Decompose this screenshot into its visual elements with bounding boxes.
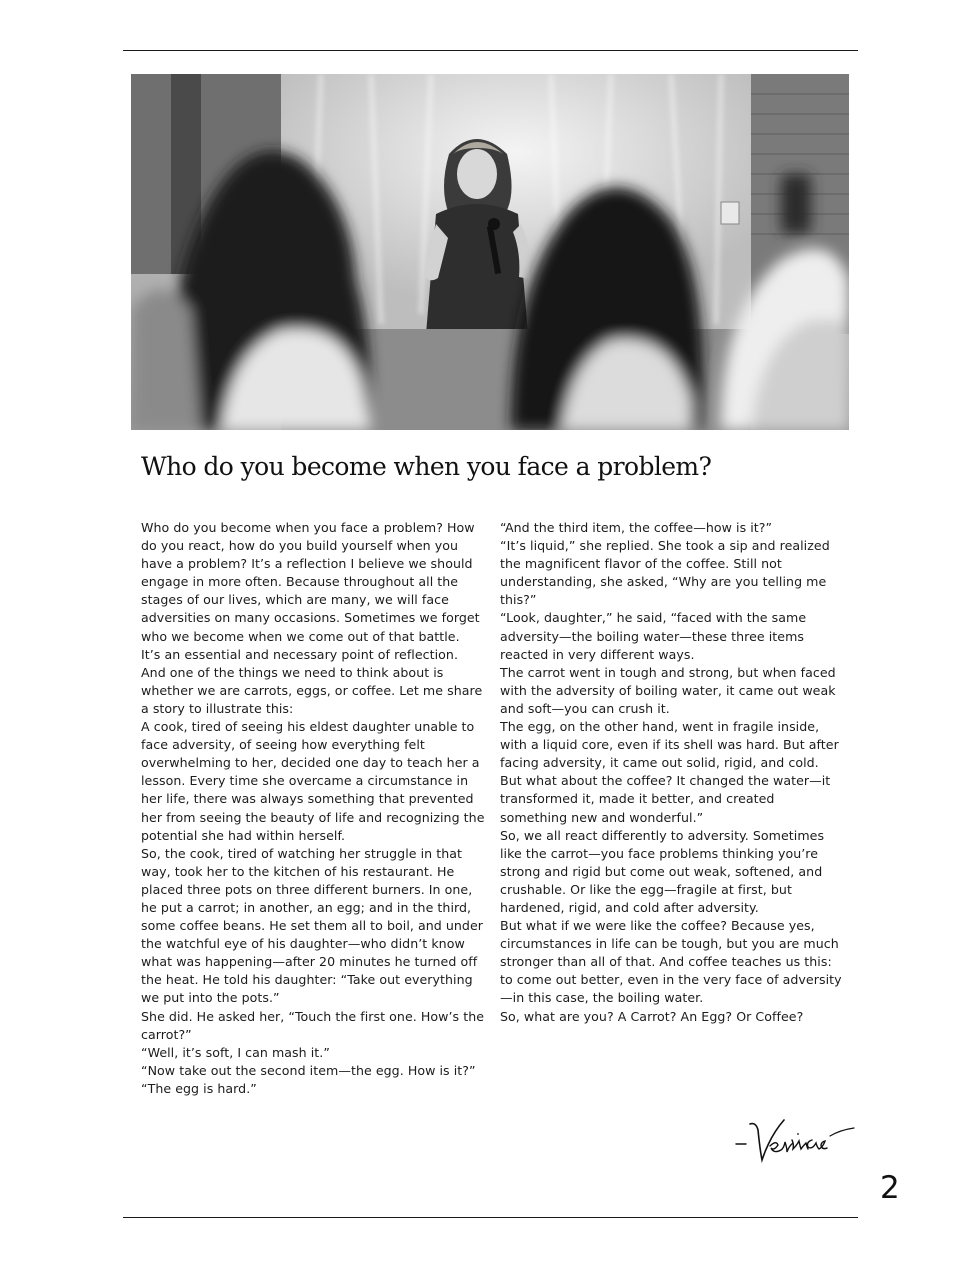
right-paragraph: But what about the coffee? It changed the water—it transformed it, made it better, and created something new and wonderful.” — [500, 773, 831, 825]
left-paragraph: It’s an essential and necessary point of reflection. And one of the things we need to think about is whether we are carrots, eggs, or coffee. Let me share a story to illustrate this: — [141, 646, 483, 716]
right-paragraph: “It’s liquid,” she replied. She took a sip and realized the magnificent flavor of the coffee. Still not understanding, she asked, “Why are you telling me this?” — [500, 538, 830, 608]
right-paragraph: “And the third item, the coffee—how is it?” — [500, 520, 773, 535]
photo-illustration — [131, 74, 849, 430]
right-paragraph: But what if we were like the coffee? Because yes, circumstances in life can be tough, but you are much stronger than all of that. And coffee teaches us this: to come out better, even in the very face of adversity—in this case, the boiling water. — [500, 918, 842, 1006]
top-rule — [123, 50, 858, 51]
bottom-rule — [123, 1217, 858, 1218]
right-paragraph: So, we all react differently to adversity. Sometimes like the carrot—you face problems thinking you’re strong and rigid but come out weak, softened, and crushable. Or like the egg—fragile at first, but hardened, rigid, and cold after adversity. — [500, 827, 825, 915]
article-headline: Who do you become when you face a problem? — [141, 452, 712, 481]
article-column-right — [500, 519, 845, 1026]
signature-mark — [732, 1112, 862, 1172]
right-paragraph: The egg, on the other hand, went in fragile inside, with a liquid core, even if its shell was hard. But after facing adversity, it came out solid, rigid, and cold. — [500, 719, 839, 771]
left-paragraph: “Well, it’s soft, I can mash it.” — [141, 1044, 330, 1060]
article-column-left — [141, 519, 486, 1098]
author-signature — [732, 1112, 862, 1172]
left-paragraph: “The egg is hard.” — [141, 1080, 257, 1096]
event-speaker-photo — [131, 74, 849, 430]
left-paragraph: So, the cook, tired of watching her struggle in that way, took her to the kitchen of his restaurant. He placed three pots on three different burners. In one, he put a carrot; in another, an egg; and in the third, some coffee beans. He set them all to boil, and under the watchful eye of his daughter—who didn’t know what was happening—after 20 minutes he turned off the heat. He told his daughter: “Take out everything we put into the pots.” — [141, 845, 483, 1006]
left-paragraph: A cook, tired of seeing his eldest daughter unable to face adversity, of seeing how everything felt overwhelming to her, decided one day to teach her a lesson. Every time she overcame a circumstance in her life, there was always something that prevented her from seeing the beauty of life and recognizing the potential she had within herself. — [141, 719, 485, 843]
left-paragraph: “Now take out the second item—the egg. How is it?” — [141, 1062, 476, 1078]
right-paragraph: “Look, daughter,” he said, “faced with the same adversity—the boiling water—these three items reacted in very different ways. — [500, 610, 807, 662]
left-paragraph: She did. He asked her, “Touch the first one. How’s the carrot?” — [141, 1008, 485, 1042]
right-paragraph: So, what are you? A Carrot? An Egg? Or Coffee? — [500, 1008, 804, 1024]
left-paragraph: Who do you become when you face a problem? How do you react, how do you build yourself when you have a problem? It’s a reflection I believe we should engage in more often. Because throughout all the stages of our lives, which are many, we will face adversities on many occasions. Sometimes we forget who we become when we come out of that battle. — [141, 520, 480, 644]
right-paragraph: The carrot went in tough and strong, but when faced with the adversity of boiling water, it came out weak and soft—you can crush it. — [500, 664, 836, 716]
page-number: 2 — [880, 1170, 900, 1206]
